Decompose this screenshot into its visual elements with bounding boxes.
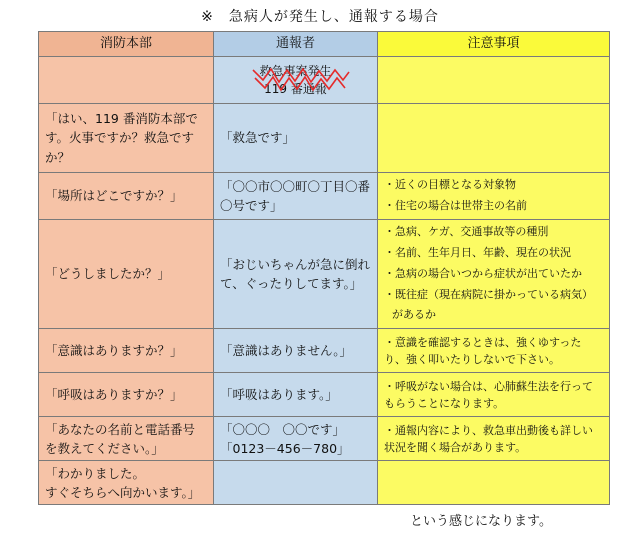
fire-dept-cell: 「どうしましたか？」 [39,219,214,328]
reporter-cell [214,461,378,505]
fire-dept-cell: 「場所はどこですか？」 [39,173,214,220]
reporter-cell: 「〇〇〇 〇〇です」 「0123－456－780」 [214,417,378,461]
note-item: ・急病、ケガ、交通事故等の種別 [384,224,549,238]
table-row [39,373,610,417]
struck-line-1: 救急事案発生 [259,63,332,78]
fire-dept-cell [39,57,214,104]
reporter-cell: 「〇〇市〇〇町〇丁目〇番〇号です」 [214,173,378,220]
table-header-row [39,32,610,57]
header-fire-dept: 消防本部 [39,32,214,57]
page-title: ※ 急病人が発生し、通報する場合 [201,9,439,25]
notes-cell [378,461,610,505]
reporter-cell: 「おじいちゃんが急に倒れて、ぐったりしてます。」 [214,219,378,328]
fire-dept-cell: 「呼吸はありますか？」 [39,373,214,417]
struck-line-2: 119 番通報 [264,82,327,97]
footer-text: という感じになります。 [410,514,552,529]
table-row [39,173,610,220]
reporter-cell: 「救急です」 [214,104,378,173]
note-item: ・既往症（現在病院に掛かっている病気）があるか [384,287,593,322]
notes-cell [378,173,610,220]
note-item: ・名前、生年月日、年齢、現在の状況 [384,245,571,259]
notes-cell [378,104,610,173]
note-item: ・住宅の場合は世帯主の名前 [384,199,527,213]
note-item: ・急病の場合いつから症状が出ていたか [384,266,582,280]
note-item: ・近くの目標となる対象物 [384,178,516,192]
fire-dept-cell: 「意識はありますか？」 [39,329,214,373]
reporter-cell-struck [214,57,378,104]
struck-text [259,62,331,99]
fire-dept-cell: 「はい、119 番消防本部です。火事ですか？救急ですか？ [39,104,214,173]
table-row [39,461,610,505]
header-reporter: 通報者 [214,32,378,57]
header-notes: 注意事項 [378,32,610,57]
fire-dept-cell: 「わかりました。 すぐそちらへ向かいます。」 [39,461,214,505]
fire-dept-cell: 「あなたの名前と電話番号を教えてください。」 [39,417,214,461]
table-row-incident [39,57,610,104]
table-row [39,417,610,461]
table-row [39,329,610,373]
table-row [39,104,610,173]
table-row [39,219,610,328]
notes-cell [378,57,610,104]
notes-cell: ・通報内容により、救急車出動後も詳しい状況を聞く場合があります。 [378,417,610,461]
notes-cell [378,219,610,328]
emergency-call-flow-table [38,31,610,505]
reporter-cell: 「呼吸はあります。」 [214,373,378,417]
notes-cell: ・意識を確認するときは、強くゆすったり、強く叩いたりしないで下さい。 [378,329,610,373]
reporter-cell: 「意識はありません。」 [214,329,378,373]
notes-cell: ・呼吸がない場合は、心肺蘇生法を行ってもらうことになります。 [378,373,610,417]
